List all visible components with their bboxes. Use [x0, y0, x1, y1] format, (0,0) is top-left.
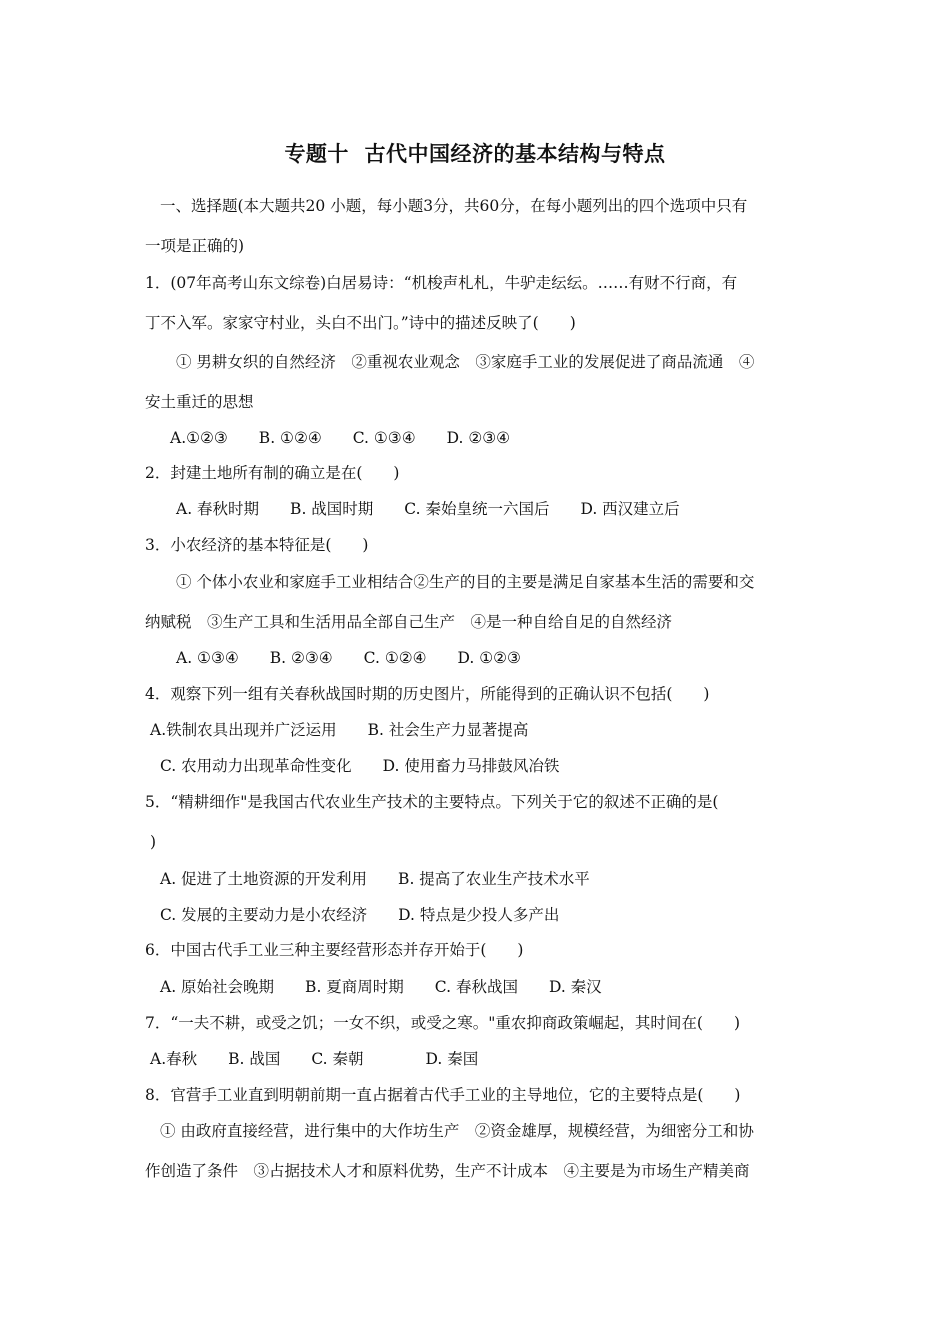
question-8-stem: 8．官营手工业直到明朝前期一直占据着古代手工业的主导地位，它的主要特点是( ) [145, 1086, 741, 1104]
question-3-items: ① 个体小农业和家庭手工业相结合②生产的目的主要是满足自家基本生活的需要和交 [176, 573, 755, 591]
question-5-stem: 5．“精耕细作"是我国古代农业生产技术的主要特点。下列关于它的叙述不正确的是( [145, 793, 719, 811]
question-4-stem: 4．观察下列一组有关春秋战国时期的历史图片，所能得到的正确认识不包括( ) [145, 685, 710, 703]
question-7-options: A.春秋 B. 战国 C. 秦朝 D. 秦国 [150, 1050, 479, 1068]
page-title: 专题十 古代中国经济的基本结构与特点 [284, 141, 666, 166]
question-4-options-row-1: A.铁制农具出现并广泛运用 B. 社会生产力显著提高 [150, 721, 529, 739]
question-4-options-row-2: C. 农用动力出现革命性变化 D. 使用畜力马排鼓风冶铁 [160, 757, 560, 775]
question-6-stem: 6．中国古代手工业三种主要经营形态并存开始于( ) [145, 941, 524, 959]
section-intro-line-2: 一项是正确的) [145, 237, 245, 255]
question-8-items-cont: 作创造了条件 ③占据技术人才和原料优势，生产不计成本 ④主要是为市场生产精美商 [145, 1162, 750, 1180]
question-8-items: ① 由政府直接经营，进行集中的大作坊生产 ②资金雄厚，规模经营，为细密分工和协 [160, 1122, 754, 1140]
question-1-items-cont: 安土重迁的思想 [145, 393, 254, 411]
question-3-stem: 3．小农经济的基本特征是( ) [145, 536, 369, 554]
question-2-stem: 2．封建土地所有制的确立是在( ) [145, 464, 400, 482]
question-6-options: A. 原始社会晚期 B. 夏商周时期 C. 春秋战国 D. 秦汉 [160, 978, 602, 996]
question-7-stem: 7．“一夫不耕，或受之饥；一女不织，或受之寒。"重农抑商政策崛起，其时间在( ) [145, 1014, 741, 1032]
section-intro-line-1: 一、选择题(本大题共20 小题，每小题3分，共60分，在每小题列出的四个选项中只有 [160, 197, 748, 215]
question-2-options: A. 春秋时期 B. 战国时期 C. 秦始皇统一六国后 D. 西汉建立后 [176, 500, 680, 518]
question-1-items: ① 男耕女织的自然经济 ②重视农业观念 ③家庭手工业的发展促进了商品流通 ④ [176, 353, 755, 371]
question-5-stem-cont: ) [150, 833, 157, 851]
question-1-stem: 1．(07年高考山东文综卷)白居易诗：“机梭声札札，牛驴走纭纭。……有财不行商，有 [145, 274, 738, 292]
question-5-options-row-2: C. 发展的主要动力是小农经济 D. 特点是少投人多产出 [160, 906, 560, 924]
question-3-items-cont: 纳赋税 ③生产工具和生活用品全部自己生产 ④是一种自给自足的自然经济 [145, 613, 673, 631]
question-3-options: A. ①③④ B. ②③④ C. ①②④ D. ①②③ [176, 649, 521, 667]
question-5-options-row-1: A. 促进了土地资源的开发利用 B. 提高了农业生产技术水平 [160, 870, 590, 888]
question-1-options: A.①②③ B. ①②④ C. ①③④ D. ②③④ [170, 429, 511, 447]
question-1-stem-cont: 丁不入军。家家守村业，头白不出门。”诗中的描述反映了( ) [145, 314, 576, 332]
